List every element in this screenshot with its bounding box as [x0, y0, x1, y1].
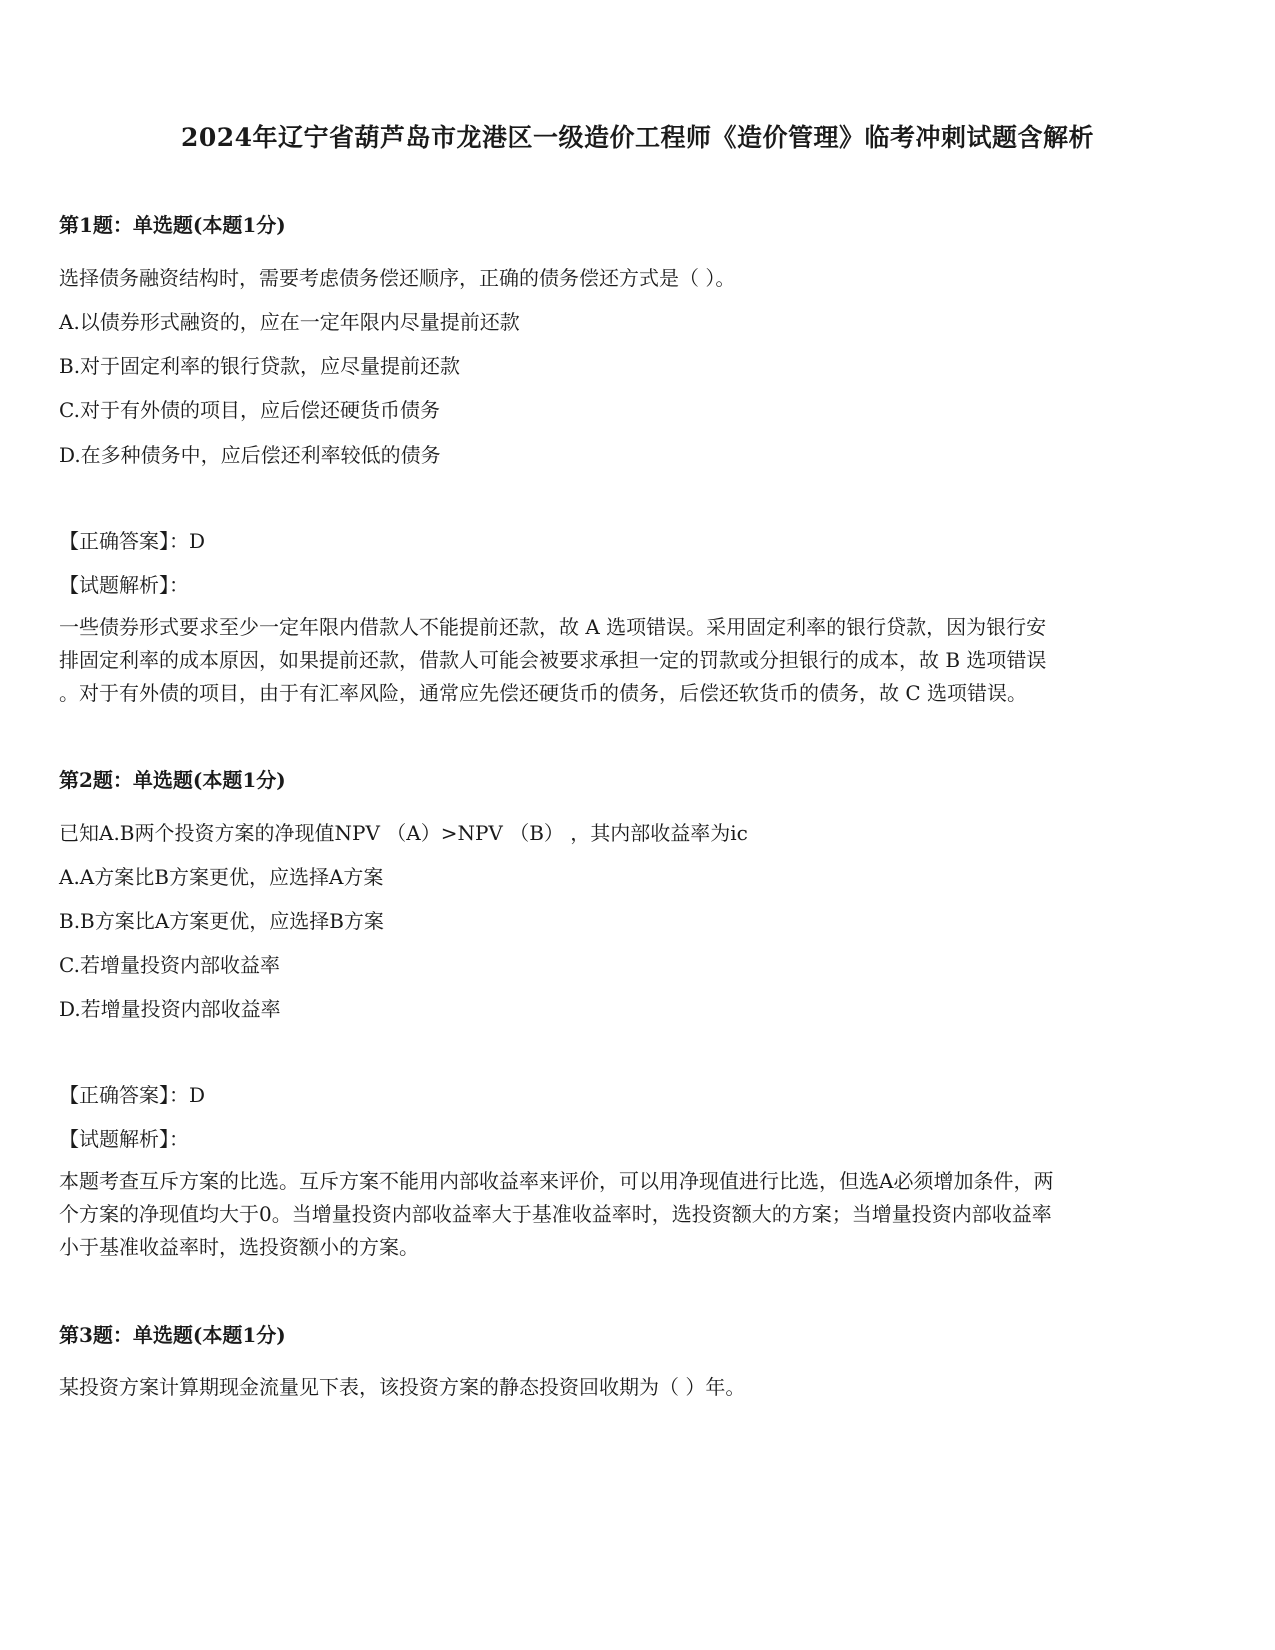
question-2-option-b: B.B方案比A方案更优，应选择B方案: [59, 909, 384, 933]
analysis-line: 。对于有外债的项目，由于有汇率风险，通常应先偿还硬货币的债务，后偿还软货币的债务，故 C 选项错误。: [59, 681, 1028, 705]
analysis-line: 个方案的净现值均大于0。当增量投资内部收益率大于基准收益率时，选投资额大的方案；当增量投资内部收益率: [59, 1202, 1052, 1226]
question-3-header: 第3题：单选题(本题1分): [59, 1323, 286, 1347]
question-2-answer: 【正确答案】：D: [59, 1083, 206, 1107]
question-2-analysis: [59, 1165, 1199, 1264]
question-2-option-c: C.若增量投资内部收益率: [59, 953, 280, 977]
analysis-line: 本题考查互斥方案的比选。互斥方案不能用内部收益率来评价，可以用净现值进行比选，但选A必须增加条件，两: [59, 1169, 1054, 1193]
question-2-stem: 已知A.B两个投资方案的净现值NPV （A）>NPV （B） ，其内部收益率为ic: [59, 821, 748, 845]
question-3-stem: 某投资方案计算期现金流量见下表，该投资方案的静态投资回收期为（ ）年。: [59, 1375, 746, 1399]
analysis-line: 小于基准收益率时，选投资额小的方案。: [59, 1235, 419, 1259]
question-1-option-c: C.对于有外债的项目，应后偿还硬货币债务: [59, 398, 440, 422]
question-1-option-a: A.以债券形式融资的，应在一定年限内尽量提前还款: [59, 310, 520, 334]
question-1-option-d: D.在多种债务中，应后偿还利率较低的债务: [59, 443, 441, 467]
question-2-option-a: A.A方案比B方案更优，应选择A方案: [59, 865, 384, 889]
question-1-analysis-label: 【试题解析】：: [59, 573, 189, 597]
analysis-line: 排固定利率的成本原因，如果提前还款，借款人可能会被要求承担一定的罚款或分担银行的成本，故 B 选项错误: [59, 648, 1047, 672]
question-2-option-d: D.若增量投资内部收益率: [59, 997, 281, 1021]
analysis-line: 一些债券形式要求至少一定年限内借款人不能提前还款，故 A 选项错误。采用固定利率的银行贷款，因为银行安: [59, 615, 1047, 639]
question-1-stem: 选择债务融资结构时，需要考虑债务偿还顺序，正确的债务偿还方式是（ ）。: [59, 266, 736, 290]
question-1-option-b: B.对于固定利率的银行贷款，应尽量提前还款: [59, 354, 461, 378]
question-1-answer: 【正确答案】：D: [59, 529, 206, 553]
question-1-analysis: [59, 611, 1199, 710]
question-2-header: 第2题：单选题(本题1分): [59, 768, 286, 792]
question-2-analysis-label: 【试题解析】：: [59, 1127, 189, 1151]
document-title: 2024年辽宁省葫芦岛市龙港区一级造价工程师《造价管理》临考冲刺试题含解析: [180, 123, 1095, 152]
question-1-header: 第1题：单选题(本题1分): [59, 213, 286, 237]
